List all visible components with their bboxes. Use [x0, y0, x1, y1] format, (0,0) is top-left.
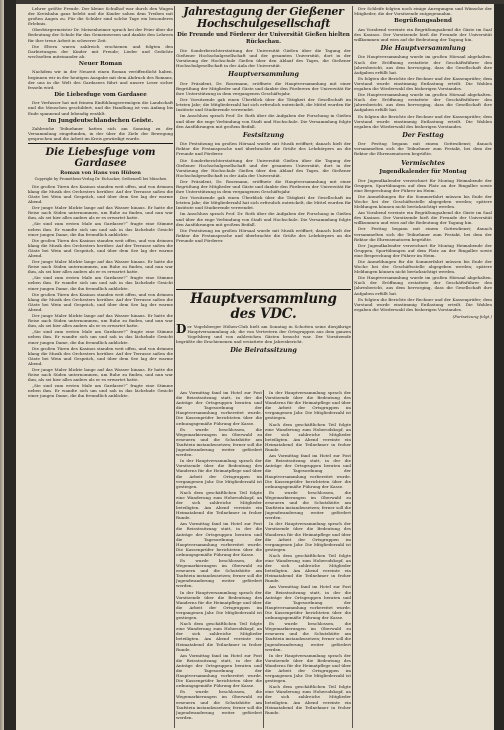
right-paragraph: Der Jugendkalender verzeichnet für Montag Heimabende der Gruppen, Sportübungen auf dem Platz an der Ringallee sowie eine Besprechung der Führer im Heim. [354, 242, 492, 258]
right-paragraph: Es folgten die Berichte der Rechner und der Kassenprüfer; dem Vorstand wurde einstimmig Entlastung erteilt. Die Wahlen ergaben die Wiederwahl des bisherigen Vorstandes. [354, 296, 492, 312]
vdc-paragraph: In der Hauptversammlung sprach der Vorsitzende über die Bedeutung des Wanderns für die Heimatpflege und über die Arbeit der Ortsgruppen im vergangenen Jahr. Die Mitgliederzahl ist gestiegen. [176, 458, 262, 489]
vdc-paragraph: Es wurde beschlossen, die Wegemarkierungen im Oberwald zu erneuern und die Schutzhütte am Taufstein instandzusetzen; ferner soll die Jugendwanderung weiter gefördert werden. [176, 689, 262, 720]
novel-paragraph: „Sie sind zum ersten Male am Gardasee?“ fragte eine Stimme neben ihm. Er wandte sich um und sah in das lächelnde Gesicht einer jungen Dame, die ihn freundlich anblickte. [28, 383, 173, 399]
column-rule [263, 390, 264, 728]
divider [176, 289, 351, 290]
right-paragraph: Der Jugendkalender verzeichnet für Montag Heimabende der Gruppen, Sportübungen auf dem Platz an der Ringallee sowie eine Besprechung der Führer im Heim. [354, 177, 492, 193]
vdc-paragraph: Am Vormittag fand im Hotel zur Post die Beiratssitzung statt, in der die Anträge der Ortsgruppen beraten und die Tagesordnung der Hauptversammlung vorbereitet wurde. Die Kassenprüfer berichteten über die ordnungsgemäße Führung der Kasse. [176, 521, 262, 557]
right-heading-hauptversammlung: Die Hauptversammlung [380, 43, 466, 52]
right-paragraph: Der Festtag begann mit einem Gottesdienst; danach versammelten sich die Teilnehmer zum Festakt, bei dem der Rektor die Ehrensenatoren begrüßte. [354, 141, 492, 157]
left-paragraph: Oberbürgermeister Dr. Meisenheimer sprach bei der Feier über die Bedeutung der Schule für das Gemeinwesen und dankte den Lehrern für ihre treue Arbeit in schwerer Zeit. [28, 27, 173, 43]
right-paragraph: Die Hauptversammlung wurde im großen Hörsaal abgehalten. Nach der Eröffnung erstattete der Geschäftsführer den Jahresbericht, aus dem hervorging, dass die Gesellschaft ihre Aufgaben erfüllt hat. [354, 92, 492, 113]
right-paragraph: Der Festtag begann mit einem Gottesdienst; danach versammelten sich die Teilnehmer zum Festakt, bei dem der Rektor die Ehrensenatoren begrüßte. [354, 226, 492, 242]
article-paragraph: Die Festsitzung im großen Hörsaal wurde mit Musik eröffnet; danach hielt der Rektor die Festansprache und überbrachte die Grüße des Lehrkörpers an die Freunde und Förderer. [176, 227, 351, 243]
vdc-paragraph: In der Hauptversammlung sprach der Vorsitzende über die Bedeutung des Wanderns für die Heimatpflege und über die Arbeit der Ortsgruppen im vergangenen Jahr. Die Mitgliederzahl ist gestiegen. [265, 390, 351, 421]
vdc-right-column [265, 390, 351, 728]
vdc-paragraph: Am Vormittag fand im Hotel zur Post die Beiratssitzung statt, in der die Anträge der Ortsgruppen beraten und die Tagesordnung der Hauptversammlung vorbereitet wurde. Die Kassenprüfer berichteten über die ordnungsgemäße Führung der Kasse. [265, 453, 351, 489]
left-paragraph: Lehrer größte Freude. Der kleine Schulhof war durch den Wagen der Kreisbahn ganz belebt und die Kinder sahen dem Treiben mit großen Augen zu. Für die Schüler sind solche Tage ein besonderes Erlebnis. [28, 6, 173, 27]
novel-paragraph: Die großen Türen des Kasinos standen weit offen, und von drinnen klang die Musik des Orchesters herüber. Auf der Terrasse saßen die Gäste bei Wein und Gespräch, und über dem See lag der warme Abend. [28, 183, 173, 205]
article-subtitle: Die Freunde und Förderer der Universität Gießen hielten Rückschau. [177, 32, 350, 45]
article-paragraph: Der Vorsitzende gab einen Überblick über die Tätigkeit der Gesellschaft im letzten Jahr; die Mitgliederzahl hat sich erfreulich entwickelt, die Mittel wurden für Institute und Studierende verwendet. [176, 195, 351, 211]
novel-copyright: Copyright by Prometheus-Verlag Dr. Eichacker, Gröbenzell bei München [34, 177, 167, 182]
divider [28, 143, 173, 144]
article-paragraph: Die Festsitzung im großen Hörsaal wurde mit Musik eröffnet; danach hielt der Rektor die Festansprache und überbrachte die Grüße des Lehrkörpers an die Freunde und Förderer. [176, 141, 351, 157]
vdc-intro-text: er Vogelsberger Höhen-Club hielt am Sonntag in Schotten seine diesjährige Hauptversammlung ab, die von Vertretern der Ortsgruppen aus dem ganzen Vogelsberg und von zahlreichen Gästen besucht war. Der Vorsitzende begrüßte die Erschienenen und erstattete den Jahresbericht. [176, 324, 351, 345]
right-paragraph: Die Anmeldungen für die Sommerfahrt müssen bis Ende der Woche bei der Geschäftsstelle abgegeben werden; spätere Meldungen können nicht berücksichtigt werden. [354, 193, 492, 210]
right-paragraph: Die Hauptversammlung wurde im großen Hörsaal abgehalten. Nach der Eröffnung erstattete der Geschäftsführer den Jahresbericht, aus dem hervorging, dass die Gesellschaft ihre Aufgaben erfüllt hat. [354, 54, 492, 75]
left-paragraph: Der Verfasser hat mit feinem Einfühlungsvermögen die Landschaft und die Menschen geschildert, und die Handlung ist von Anfang bis Ende spannend und lebendig erzählt. [28, 100, 173, 116]
novel-paragraph: „Sie sind zum ersten Male am Gardasee?“ fragte eine Stimme neben ihm. Er wandte sich um und sah in das lächelnde Gesicht einer jungen Dame, die ihn freundlich anblickte. [28, 275, 173, 291]
novel-paragraph: Die großen Türen des Kasinos standen weit offen, und von drinnen klang die Musik des Orchesters herüber. Auf der Terrasse saßen die Gäste bei Wein und Gespräch, und über dem See lag der warme Abend. [28, 291, 173, 312]
vdc-paragraph: Nach dem geschäftlichen Teil folgte eine Wanderung zum Hoherodskopf, an der sich zahlreiche Mitglieder beteiligten. Am Abend vereinte ein Heimatabend die Teilnehmer in froher Runde. [265, 684, 351, 715]
right-paragraph: Der Schleife folgten noch einige Anregungen und Wünsche der Mitglieder, die der Vorsitzende entgegennahm. [354, 6, 492, 17]
left-paragraph: Zahlreiche Teilnehmer hatten sich am Sonntag zu der Versammlung eingefunden, in der über die Ziele der Bewegung gesprochen und die Arbeit im Kreis gewürdigt wurde. [28, 126, 173, 142]
novel-paragraph: Der junge Maler blickte lange auf das Wasser hinaus. Er hatte die Reise nach Süden unternommen, um Ruhe zu finden, und nun war ihm, als sei hier alles anders als er es erwartet hatte. [28, 366, 173, 383]
left-heading-roman: Neuer Roman [78, 60, 123, 67]
novel-paragraph: Der junge Maler blickte lange auf das Wasser hinaus. Er hatte die Reise nach Süden unternommen, um Ruhe zu finden, und nun war ihm, als sei hier alles anders als er es erwartet hatte. [28, 259, 173, 275]
vdc-paragraph: Es wurde beschlossen, die Wegemarkierungen im Oberwald zu erneuern und die Schutzhütte am Taufstein instandzusetzen; ferner soll die Jugendwanderung weiter gefördert werden. [265, 489, 351, 521]
vdc-section-beirat: Die Beiratssitzung [230, 346, 297, 355]
vdc-paragraph: Am Vormittag fand im Hotel zur Post die Beiratssitzung statt, in der die Anträge der Ortsgruppen beraten und die Tagesordnung der Hauptversammlung vorbereitet wurde. Die Kassenprüfer berichteten über die ordnungsgemäße Führung der Kasse. [176, 390, 262, 426]
vdc-paragraph: Nach dem geschäftlichen Teil folgte eine Wanderung zum Hoherodskopf, an der sich zahlreiche Mitglieder beteiligten. Am Abend vereinte ein Heimatabend die Teilnehmer in froher Runde. [176, 489, 262, 521]
vdc-paragraph: Nach dem geschäftlichen Teil folgte eine Wanderung zum Hoherodskopf, an der sich zahlreiche Mitglieder beteiligten. Am Abend vereinte ein Heimatabend die Teilnehmer in froher Runde. [265, 421, 351, 453]
right-heading-begruessung: Begrüßungsabend [394, 18, 452, 25]
right-paragraph: Die Anmeldungen für die Sommerfahrt müssen bis Ende der Woche bei der Geschäftsstelle abgegeben werden; spätere Meldungen können nicht berücksichtigt werden. [354, 258, 492, 275]
vdc-paragraph: Es wurde beschlossen, die Wegemarkierungen im Oberwald zu erneuern und die Schutzhütte am Taufstein instandzusetzen; ferner soll die Jugendwanderung weiter gefördert werden. [176, 558, 262, 589]
right-footer: (Fortsetzung folgt.) [452, 313, 492, 319]
novel-paragraph: „Sie sind zum ersten Male am Gardasee?“ fragte eine Stimme neben ihm. Er wandte sich um und sah in das lächelnde Gesicht einer jungen Dame, die ihn freundlich anblickte. [28, 221, 173, 237]
vdc-left-column [176, 390, 262, 728]
left-paragraph: Die Eltern waren zahlreich erschienen und folgten den Darbietungen der Kinder mit Freude; Lieder und Gedichte wechselten miteinander ab. [28, 43, 173, 59]
novel-paragraph: Der junge Maler blickte lange auf das Wasser hinaus. Er hatte die Reise nach Süden unternommen, um Ruhe zu finden, und nun war ihm, als sei hier alles anders als er es erwartet hatte. [28, 205, 173, 221]
vdc-paragraph: Es wurde beschlossen, die Wegemarkierungen im Oberwald zu erneuern und die Schutzhütte am Taufstein instandzusetzen; ferner soll die Jugendwanderung weiter gefördert werden. [265, 621, 351, 652]
vdc-article [176, 287, 351, 357]
right-paragraph: Am Vorabend vereinte ein Begrüßungsabend die Gäste im Saal des Kasinos. Der Vorsitzende hieß die Freunde der Universität willkommen und wies auf die Bedeutung der Tagung hin. [354, 26, 492, 42]
vdc-paragraph: Nach dem geschäftlichen Teil folgte eine Wanderung zum Hoherodskopf, an der sich zahlreiche Mitglieder beteiligten. Am Abend vereinte ein Heimatabend die Teilnehmer in froher Runde. [265, 552, 351, 584]
vdc-paragraph: In der Hauptversammlung sprach der Vorsitzende über die Bedeutung des Wanderns für die Heimatpflege und über die Arbeit der Ortsgruppen im vergangenen Jahr. Die Mitgliederzahl ist gestiegen. [176, 589, 262, 621]
vdc-paragraph: In der Hauptversammlung sprach der Vorsitzende über die Bedeutung des Wanderns für die Heimatpflege und über die Arbeit der Ortsgruppen im vergangenen Jahr. Die Mitgliederzahl ist gestiegen. [265, 521, 351, 552]
vdc-paragraph: Nach dem geschäftlichen Teil folgte eine Wanderung zum Hoherodskopf, an der sich zahlreiche Mitglieder beteiligten. Am Abend vereinte ein Heimatabend die Teilnehmer in froher Runde. [176, 621, 262, 652]
vdc-intro [176, 324, 351, 344]
article-paragraph: Im Anschluss sprach Prof. Dr. Roth über die Aufgaben der Forschung in Gießen und über die enge Verbindung von Stadt und Hochschule. Die Versammlung folgte den Ausführungen mit großem Beifall. [176, 113, 351, 129]
novel-paragraph: „Sie sind zum ersten Male am Gardasee?“ fragte eine Stimme neben ihm. Er wandte sich um und sah in das lächelnde Gesicht einer jungen Dame, die ihn freundlich anblickte. [28, 329, 173, 345]
article-paragraph: Die Sonderberichterstattung der Universität Gießen über die Tagung der Gießener Hochschulgesellschaft und der gesamten Universität, dort in der Vorsitzung der Hochschule Gießen über den Ablauf des Tages, die Gießener Hochschulgesellschaft in der Aula der Universität. [176, 157, 351, 178]
right-paragraph: Es folgten die Berichte der Rechner und der Kassenprüfer; dem Vorstand wurde einstimmig Entlastung erteilt. Die Wahlen ergaben die Wiederwahl des bisherigen Vorstandes. [354, 113, 492, 129]
article-paragraph: Der Vorsitzende gab einen Überblick über die Tätigkeit der Gesellschaft im letzten Jahr; die Mitgliederzahl hat sich erfreulich entwickelt, die Mittel wurden für Institute und Studierende verwendet. [176, 97, 351, 113]
right-paragraph: Am Vorabend vereinte ein Begrüßungsabend die Gäste im Saal des Kasinos. Der Vorsitzende hieß die Freunde der Universität willkommen und wies auf die Bedeutung der Tagung hin. [354, 210, 492, 226]
left-heading-jungdeutschland: Im Jungdeutschlandschen Geiste. [47, 117, 154, 124]
novel-author: Roman von Hans von Hülsen [60, 170, 141, 177]
right-paragraph: Die Hauptversammlung wurde im großen Hörsaal abgehalten. Nach der Eröffnung erstattete der Geschäftsführer den Jahresbericht, aus dem hervorging, dass die Gesellschaft ihre Aufgaben erfüllt hat. [354, 275, 492, 296]
column-rule [352, 6, 353, 728]
right-column [354, 6, 492, 728]
left-heading-gardasee: Die Liebesfuge vom Gardasee [54, 91, 147, 98]
right-paragraph: Es folgten die Berichte der Rechner und der Kassenprüfer; dem Vorstand wurde einstimmig Entlastung erteilt. Die Wahlen ergaben die Wiederwahl des bisherigen Vorstandes. [354, 75, 492, 92]
vdc-paragraph: Am Vormittag fand im Hotel zur Post die Beiratssitzung statt, in der die Anträge der Ortsgruppen beraten und die Tagesordnung der Hauptversammlung vorbereitet wurde. Die Kassenprüfer berichteten über die ordnungsgemäße Führung der Kasse. [265, 584, 351, 621]
article-paragraph: Der Präsident, Dr. Rosemann, eröffnete die Hauptversammlung mit einer Begrüßung der Mitglieder und Gäste und dankte den Förderern der Universität für ihre Unterstützung in dem vergangenen Geschäftsjahr. [176, 80, 351, 97]
middle-article [176, 6, 351, 286]
newspaper-page [16, 4, 494, 730]
article-paragraph: Im Anschluss sprach Prof. Dr. Roth über die Aufgaben der Forschung in Gießen und über die enge Verbindung von Stadt und Hochschule. Die Versammlung folgte den Ausführungen mit großem Beifall. [176, 211, 351, 227]
vdc-paragraph: Es wurde beschlossen, die Wegemarkierungen im Oberwald zu erneuern und die Schutzhütte am Taufstein instandzusetzen; ferner soll die Jugendwanderung weiter gefördert werden. [176, 426, 262, 458]
left-column [28, 6, 173, 728]
vdc-dropcap: D [176, 322, 187, 336]
article-title: Jahrestagung der Gießener Hochschulgesellschaft [183, 6, 344, 30]
vdc-title: Hauptversammlung des VDC. [190, 291, 337, 322]
novel-paragraph: Die großen Türen des Kasinos standen weit offen, und von drinnen klang die Musik des Orchesters herüber. Auf der Terrasse saßen die Gäste bei Wein und Gespräch, und über dem See lag der warme Abend. [28, 345, 173, 366]
right-heading-vermischtes: Vermischtes [401, 158, 445, 167]
novel-paragraph: Der junge Maler blickte lange auf das Wasser hinaus. Er hatte die Reise nach Süden unternommen, um Ruhe zu finden, und nun war ihm, als sei hier alles anders als er es erwartet hatte. [28, 313, 173, 329]
right-heading-festtag: Der Festtag [402, 130, 444, 139]
vdc-paragraph: In der Hauptversammlung sprach der Vorsitzende über die Bedeutung des Wanderns für die Heimatpflege und über die Arbeit der Ortsgruppen im vergangenen Jahr. Die Mitgliederzahl ist gestiegen. [265, 652, 351, 684]
article-paragraph: Die Sonderberichterstattung der Universität Gießen über die Tagung der Gießener Hochschulgesellschaft und der gesamten Universität, dort in der Vorsitzung der Hochschule Gießen über den Ablauf des Tages, die Gießener Hochschulgesellschaft in der Aula der Universität. [176, 48, 351, 69]
article-paragraph: Der Präsident, Dr. Rosemann, eröffnete die Hauptversammlung mit einer Begrüßung der Mitglieder und Gäste und dankte den Förderern der Universität für ihre Unterstützung in dem vergangenen Geschäftsjahr. [176, 178, 351, 195]
article-section-hauptversammlung: Hauptversammlung [228, 70, 299, 79]
right-heading-jugendkalender: Jugendkalender für Montag [379, 169, 467, 176]
novel-title: Die Liebesfuge vom Gardasee [45, 147, 156, 170]
vdc-paragraph: Am Vormittag fand im Hotel zur Post die Beiratssitzung statt, in der die Anträge der Ortsgruppen beraten und die Tagesordnung der Hauptversammlung vorbereitet wurde. Die Kassenprüfer berichteten über die ordnungsgemäße Führung der Kasse. [176, 652, 262, 689]
column-rule [174, 6, 175, 728]
novel-paragraph: Die großen Türen des Kasinos standen weit offen, und von drinnen klang die Musik des Orchesters herüber. Auf der Terrasse saßen die Gäste bei Wein und Gespräch, und über dem See lag der warme Abend. [28, 237, 173, 258]
page-fold [0, 0, 4, 730]
left-paragraph: Nachdem wir in der Neuzeit einen Roman veröffentlicht haben, beginnen wir in der heutigen Ausgabe mit dem Abdruck des Romans, der uns in die Welt des Gardasees führt und unsere Leser sicher fesseln wird. [28, 69, 173, 90]
article-section-festsitzung: Festsitzung [242, 130, 285, 139]
